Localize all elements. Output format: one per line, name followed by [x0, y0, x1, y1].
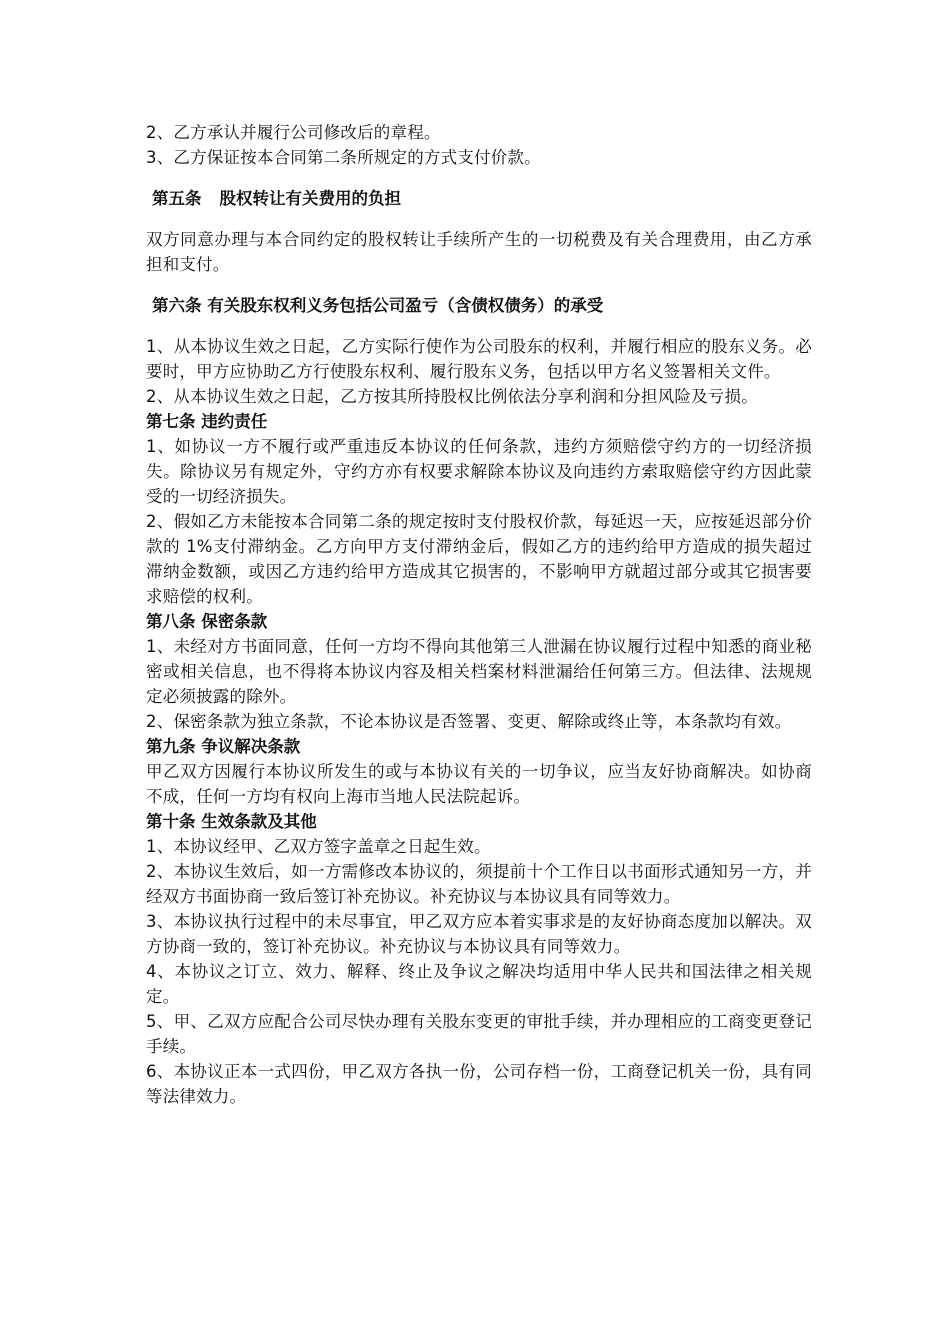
clause-item: 3、乙方保证按本合同第二条所规定的方式支付价款。	[146, 148, 541, 167]
article-7-heading: 第七条 违约责任	[146, 412, 268, 431]
article-7-item: 1、如协议一方不履行或严重违反本协议的任何条款，违约方须赔偿守约方的一切经济损失。除协议另有规定外，守约方亦有权要求解除本协议及向违约方索取赔偿守约方因此蒙受的一切经济损失。	[146, 437, 812, 506]
article-8-item: 2、保密条款为独立条款，不论本协议是否签署、变更、解除或终止等，本条款均有效。	[146, 712, 792, 731]
article-10-item: 2、本协议生效后，如一方需修改本协议的，须提前十个工作日以书面形式通知另一方，并经双方书面协商一致后签订补充协议。补充协议与本协议具有同等效力。	[146, 862, 812, 906]
document-page	[146, 120, 812, 1109]
article-6-item: 2、从本协议生效之日起，乙方按其所持股权比例依法分享利润和分担风险及亏损。	[146, 387, 758, 406]
article-6-item: 1、从本协议生效之日起，乙方实际行使作为公司股东的权利，并履行相应的股东义务。必要时，甲方应协助乙方行使股东权利、履行股东义务，包括以甲方名义签署相关文件。	[146, 337, 812, 381]
article-7-item: 2、假如乙方未能按本合同第二条的规定按时支付股权价款，每延迟一天，应按延迟部分价款的 1%支付滞纳金。乙方向甲方支付滞纳金后，假如乙方的违约给甲方造成的损失超过滞纳金数额，或因乙方违约给甲方造成其它损害的，不影响甲方就超过部分或其它损害要求赔偿的权利。	[146, 512, 812, 606]
article-9-heading: 第九条 争议解决条款	[146, 737, 301, 756]
article-10-item: 6、本协议正本一式四份，甲乙双方各执一份，公司存档一份，工商登记机关一份，具有同等法律效力。	[146, 1062, 812, 1106]
article-10-heading: 第十条 生效条款及其他	[146, 812, 317, 831]
article-8-item: 1、未经对方书面同意，任何一方均不得向其他第三人泄漏在协议履行过程中知悉的商业秘密或相关信息，也不得将本协议内容及相关档案材料泄漏给任何第三方。但法律、法规规定必须披露的除外。	[146, 637, 812, 706]
article-10-item: 4、本协议之订立、效力、解释、终止及争议之解决均适用中华人民共和国法律之相关规定。	[146, 962, 812, 1006]
article-10-item: 5、甲、乙双方应配合公司尽快办理有关股东变更的审批手续，并办理相应的工商变更登记手续。	[146, 1012, 812, 1056]
article-5-number: 第五条	[152, 189, 202, 208]
article-9-paragraph: 甲乙双方因履行本协议所发生的或与本协议有关的一切争议，应当友好协商解决。如协商不成，任何一方均有权向上海市当地人民法院起诉。	[146, 762, 812, 806]
article-6-heading: 第六条 有关股东权利义务包括公司盈亏（含债权债务）的承受	[152, 296, 604, 315]
article-5-heading	[146, 186, 812, 211]
article-8-heading: 第八条 保密条款	[146, 612, 268, 631]
article-10-item: 3、本协议执行过程中的未尽事宜，甲乙双方应本着实事求是的友好协商态度加以解决。双方协商一致的，签订补充协议。补充协议与本协议具有同等效力。	[146, 912, 812, 956]
clause-item: 2、乙方承认并履行公司修改后的章程。	[146, 123, 441, 142]
article-5-paragraph: 双方同意办理与本合同约定的股权转让手续所产生的一切税费及有关合理费用，由乙方承担和支付。	[146, 230, 812, 274]
article-10-item: 1、本协议经甲、乙双方签字盖章之日起生效。	[146, 837, 491, 856]
article-5-title: 股权转让有关费用的负担	[219, 189, 401, 208]
